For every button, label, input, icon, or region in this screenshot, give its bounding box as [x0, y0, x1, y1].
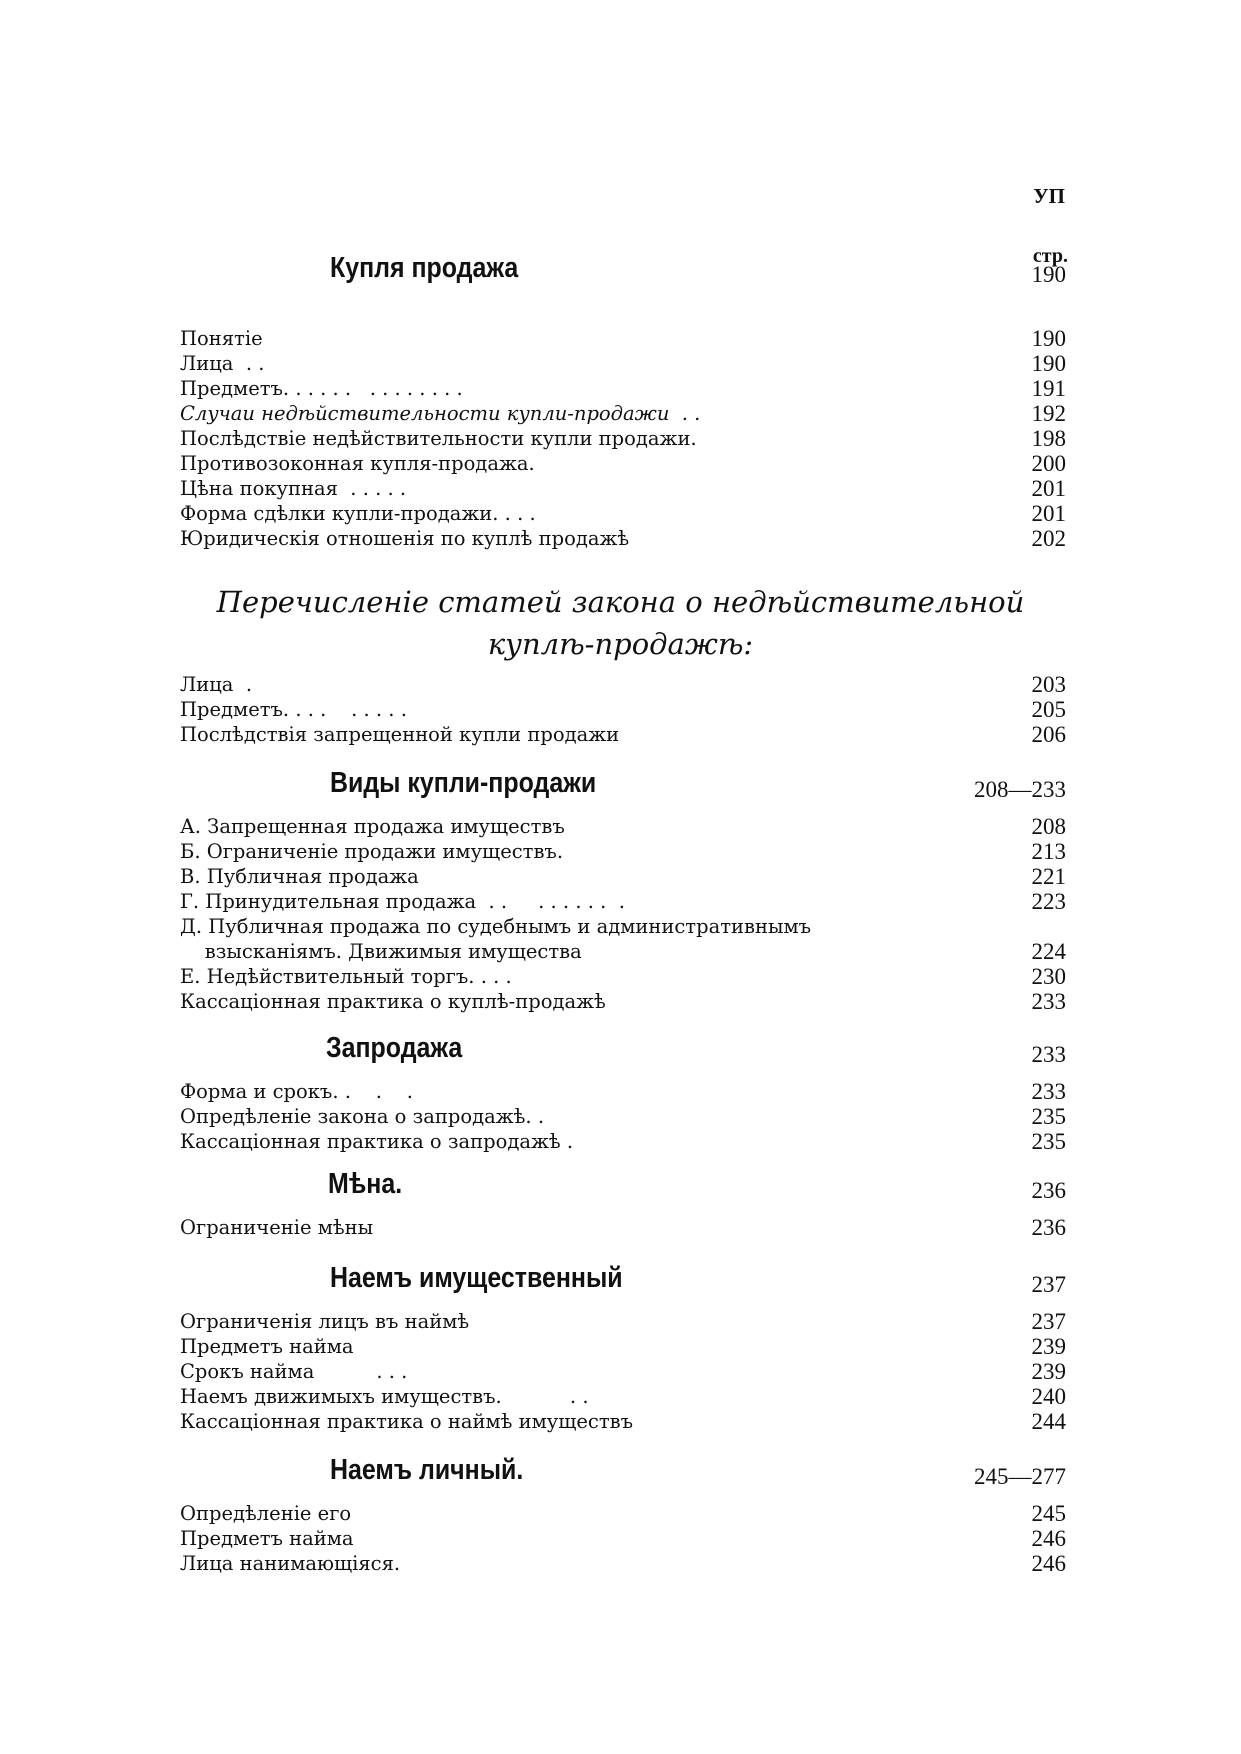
toc-entry-label: Предметъ. . . . . . . . . — [180, 698, 407, 721]
toc-entry — [180, 1359, 1066, 1384]
toc-entry-label: Предметъ. . . . . . . . . . . . . . — [180, 377, 463, 400]
toc-entry-label: Ограниченiя лицъ въ наймѣ — [180, 1310, 470, 1333]
toc-entry-label: Срокъ найма . . . — [180, 1360, 408, 1383]
toc-entry — [180, 1334, 1066, 1359]
page-column-header: стр. — [1032, 245, 1068, 267]
section-title: Мѣна. — [328, 1168, 403, 1200]
toc-entry-page: 190 — [1031, 326, 1066, 351]
toc-entry-page: 239 — [1031, 1334, 1066, 1359]
toc-entry-page: 233 — [1031, 989, 1066, 1014]
section-page: 236 — [1031, 1178, 1066, 1203]
toc-entry — [180, 426, 1066, 451]
toc-entry — [180, 839, 1066, 864]
toc-entry-label: Кассацiонная практика о куплѣ-продажѣ — [180, 990, 606, 1013]
toc-entry — [180, 351, 1066, 376]
toc-entry — [180, 864, 1066, 889]
toc-entry-page: 237 — [1031, 1309, 1066, 1334]
toc-entry-page: 233 — [1031, 1079, 1066, 1104]
toc-entry — [180, 1551, 1066, 1576]
toc-entry — [180, 326, 1066, 351]
toc-entry-page: 245 — [1031, 1501, 1066, 1526]
toc-entry-page: 246 — [1031, 1551, 1066, 1576]
toc-entry-page: 223 — [1031, 889, 1066, 914]
toc-entry-label: В. Публичная продажа — [180, 865, 419, 888]
toc-entry-label: Кассацiонная практика о запродажѣ . — [180, 1130, 574, 1153]
toc-entry-label: Опредѣленiе закона о запродажѣ. . — [180, 1105, 545, 1128]
section-title: Купля продажа — [330, 252, 519, 284]
toc-entry — [180, 722, 1066, 747]
toc-entry — [180, 1215, 1066, 1240]
toc-entry-page: 239 — [1031, 1359, 1066, 1384]
toc-entry-page: 246 — [1031, 1526, 1066, 1551]
toc-entry — [180, 914, 1066, 939]
toc-entry-label: Противозоконная купля-продажа. — [180, 452, 535, 475]
toc-entry-label: Послѣдствiе недѣйствительности купли продажи. — [180, 427, 697, 450]
toc-entry-label: Предметъ найма — [180, 1335, 354, 1358]
section-heading — [0, 1262, 1241, 1302]
toc-entry — [180, 889, 1066, 914]
toc-entry — [180, 451, 1066, 476]
toc-entry — [180, 401, 1066, 426]
toc-entry — [180, 501, 1066, 526]
toc-entry — [180, 814, 1066, 839]
section-page: 190 — [1031, 262, 1066, 287]
toc-entry — [180, 1409, 1066, 1434]
toc-entry-page: 235 — [1031, 1104, 1066, 1129]
toc-entry-label: Послѣдствiя запрещенной купли продажи — [180, 723, 620, 746]
section-heading — [0, 1454, 1241, 1494]
italic-heading-line-1: Перечисленiе статей закона о недѣйствительной — [216, 585, 1025, 619]
section-heading — [0, 1032, 1241, 1072]
section-page: 208—233 — [974, 777, 1066, 802]
toc-entry — [180, 1384, 1066, 1409]
toc-entry-label: Случаи недѣйствительности купли-продажи . . — [180, 402, 701, 425]
toc-entry-label: Цѣна покупная . . . . . — [180, 477, 407, 500]
toc-entry — [180, 939, 1066, 964]
toc-entry-label: Е. Недѣйствительный торгъ. . . . — [180, 965, 512, 988]
toc-entry-page: 236 — [1031, 1215, 1066, 1240]
section-page: 237 — [1031, 1272, 1066, 1297]
toc-entry — [180, 526, 1066, 551]
toc-entry-page: 213 — [1031, 839, 1066, 864]
toc-entry-page: 230 — [1031, 964, 1066, 989]
italic-heading-line-2: куплѣ-продажѣ: — [487, 627, 754, 661]
toc-entry-page: 198 — [1031, 426, 1066, 451]
toc-entry-page: 244 — [1031, 1409, 1066, 1434]
toc-entry-label: Г. Принудительная продажа . . . . . . . . . — [180, 890, 625, 913]
toc-entry-page: 203 — [1031, 672, 1066, 697]
section-title: Наемъ личный. — [330, 1454, 524, 1486]
toc-entry-label: Форма и срокъ. . . . — [180, 1080, 413, 1103]
toc-entry-label: Лица . — [180, 673, 253, 696]
section-heading — [0, 252, 1241, 292]
toc-entry — [180, 964, 1066, 989]
toc-entry — [180, 1079, 1066, 1104]
toc-entry — [180, 1501, 1066, 1526]
toc-entry — [180, 697, 1066, 722]
toc-entry — [180, 1309, 1066, 1334]
page-number: УП — [1033, 184, 1065, 208]
toc-entry-label: Б. Ограниченiе продажи имуществъ. — [180, 840, 564, 863]
toc-entry — [180, 476, 1066, 501]
toc-entry-label: А. Запрещенная продажа имуществъ — [180, 815, 565, 838]
toc-entry-label: Лица . . — [180, 352, 265, 375]
toc-entry-label: Наемъ движимыхъ имуществъ. . . — [180, 1385, 589, 1408]
toc-entry-label: Д. Публичная продажа по судебнымъ и административнымъ — [180, 915, 812, 938]
toc-entry-page: 190 — [1031, 351, 1066, 376]
toc-entry-page: 240 — [1031, 1384, 1066, 1409]
section-page: 233 — [1031, 1042, 1066, 1067]
toc-entry-page: 200 — [1031, 451, 1066, 476]
section-title: Запродажа — [326, 1032, 463, 1064]
toc-entry — [180, 1526, 1066, 1551]
toc-entry-page: 208 — [1031, 814, 1066, 839]
toc-entry-page: 191 — [1031, 376, 1066, 401]
toc-entry — [180, 1129, 1066, 1154]
toc-entry-page: 192 — [1031, 401, 1066, 426]
section-heading — [0, 1168, 1241, 1208]
toc-entry-label: Юридическiя отношенiя по куплѣ продажѣ — [180, 527, 630, 550]
toc-entry-label: Понятiе — [180, 327, 263, 350]
section-title: Наемъ имущественный — [330, 1262, 623, 1294]
toc-entry-page: 201 — [1031, 501, 1066, 526]
section-page: 245—277 — [974, 1464, 1066, 1489]
section-title: Виды купли-продажи — [330, 767, 597, 799]
toc-entry-label: Кассацiонная практика о наймѣ имуществъ — [180, 1410, 633, 1433]
toc-entry — [180, 672, 1066, 697]
toc-entry — [180, 1104, 1066, 1129]
toc-entry-page: 205 — [1031, 697, 1066, 722]
section-heading — [0, 767, 1241, 807]
toc-entry-page: 202 — [1031, 526, 1066, 551]
toc-entry-page: 201 — [1031, 476, 1066, 501]
toc-entry-label: Опредѣленiе его — [180, 1502, 352, 1525]
toc-entry-label: Предметъ найма — [180, 1527, 354, 1550]
toc-entry-page: 224 — [1031, 939, 1066, 964]
toc-entry — [180, 989, 1066, 1014]
toc-entry — [180, 376, 1066, 401]
toc-entry-label: Ограниченiе мѣны — [180, 1216, 374, 1239]
toc-entry-label: Лица нанимающiяся. — [180, 1552, 401, 1575]
toc-entry-page: 235 — [1031, 1129, 1066, 1154]
toc-entry-page: 221 — [1031, 864, 1066, 889]
toc-entry-label: взысканiямъ. Движимыя имущества — [180, 940, 582, 963]
toc-entry-label: Форма сдѣлки купли-продажи. . . . — [180, 502, 536, 525]
toc-entry-page: 206 — [1031, 722, 1066, 747]
